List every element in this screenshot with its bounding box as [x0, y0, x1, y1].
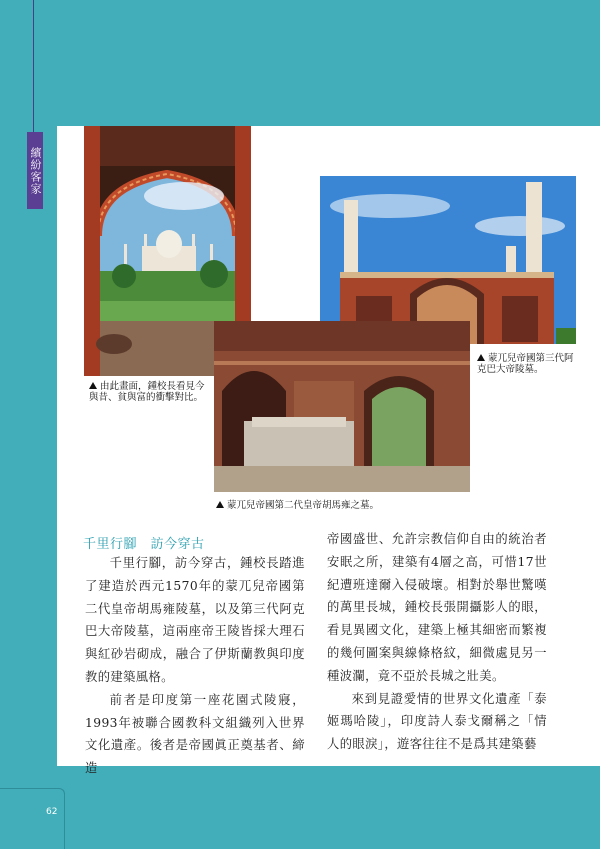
caption-triangle-icon [216, 501, 224, 508]
page-number: 62 [46, 807, 58, 817]
taj-caption [89, 381, 207, 403]
paragraph: 來到見證愛情的世界文化遺產「泰姬瑪哈陵」，印度詩人泰戈爾稱之「情人的眼淚」，遊客往往不是爲其建築藝 [327, 691, 547, 752]
paragraph: 前者是印度第一座花園式陵寢，1993年被聯合國教科文組織列入世界文化遺產。後者是帝國眞正奠基者、締造 [85, 692, 305, 776]
humayun-caption-text: 蒙兀兒帝國第二代皇帝胡馬雍之墓。 [227, 500, 380, 511]
humayun-tomb-photo [214, 321, 470, 492]
article-left-column [85, 552, 305, 780]
caption-triangle-icon [89, 382, 97, 389]
humayun-caption [216, 500, 476, 511]
side-rule [33, 0, 34, 132]
page-footer-panel [0, 788, 65, 849]
taj-caption-text: 由此畫面，鍾校長看見今與昔、貧與富的衝擊對比。 [89, 381, 205, 403]
akbar-tomb-photo [320, 176, 576, 344]
section-tab: 繽紛客家 [27, 132, 43, 209]
article-right-column [327, 528, 547, 756]
akbar-caption [477, 353, 577, 375]
caption-triangle-icon [477, 354, 485, 361]
section-heading: 千里行腳 訪今穿古 [83, 537, 205, 552]
paragraph: 千里行腳，訪今穿古，鍾校長踏進了建造於西元1570年的蒙兀兒帝國第二代皇帝胡馬雍陵墓，以及第三代阿克巴大帝陵墓，這兩座帝王陵皆採大理石與紅砂岩砌成，融合了伊斯蘭教與印度教的建築風格。 [85, 556, 305, 684]
paragraph: 帝國盛世、允許宗教信仰自由的統治者安眠之所，建築有4層之高，可惜17世紀遭班達爾入侵破壞。相對於舉世驚嘆的萬里長城，鍾校長張開攝影人的眼，看見異國文化，建築上極其細密而繁複的幾何圖案與線條格紋，細微處見另一種波瀾，竟不亞於長城之壯美。 [327, 532, 547, 683]
akbar-caption-text: 蒙兀兒帝國第三代阿克巴大帝陵墓。 [477, 353, 574, 375]
